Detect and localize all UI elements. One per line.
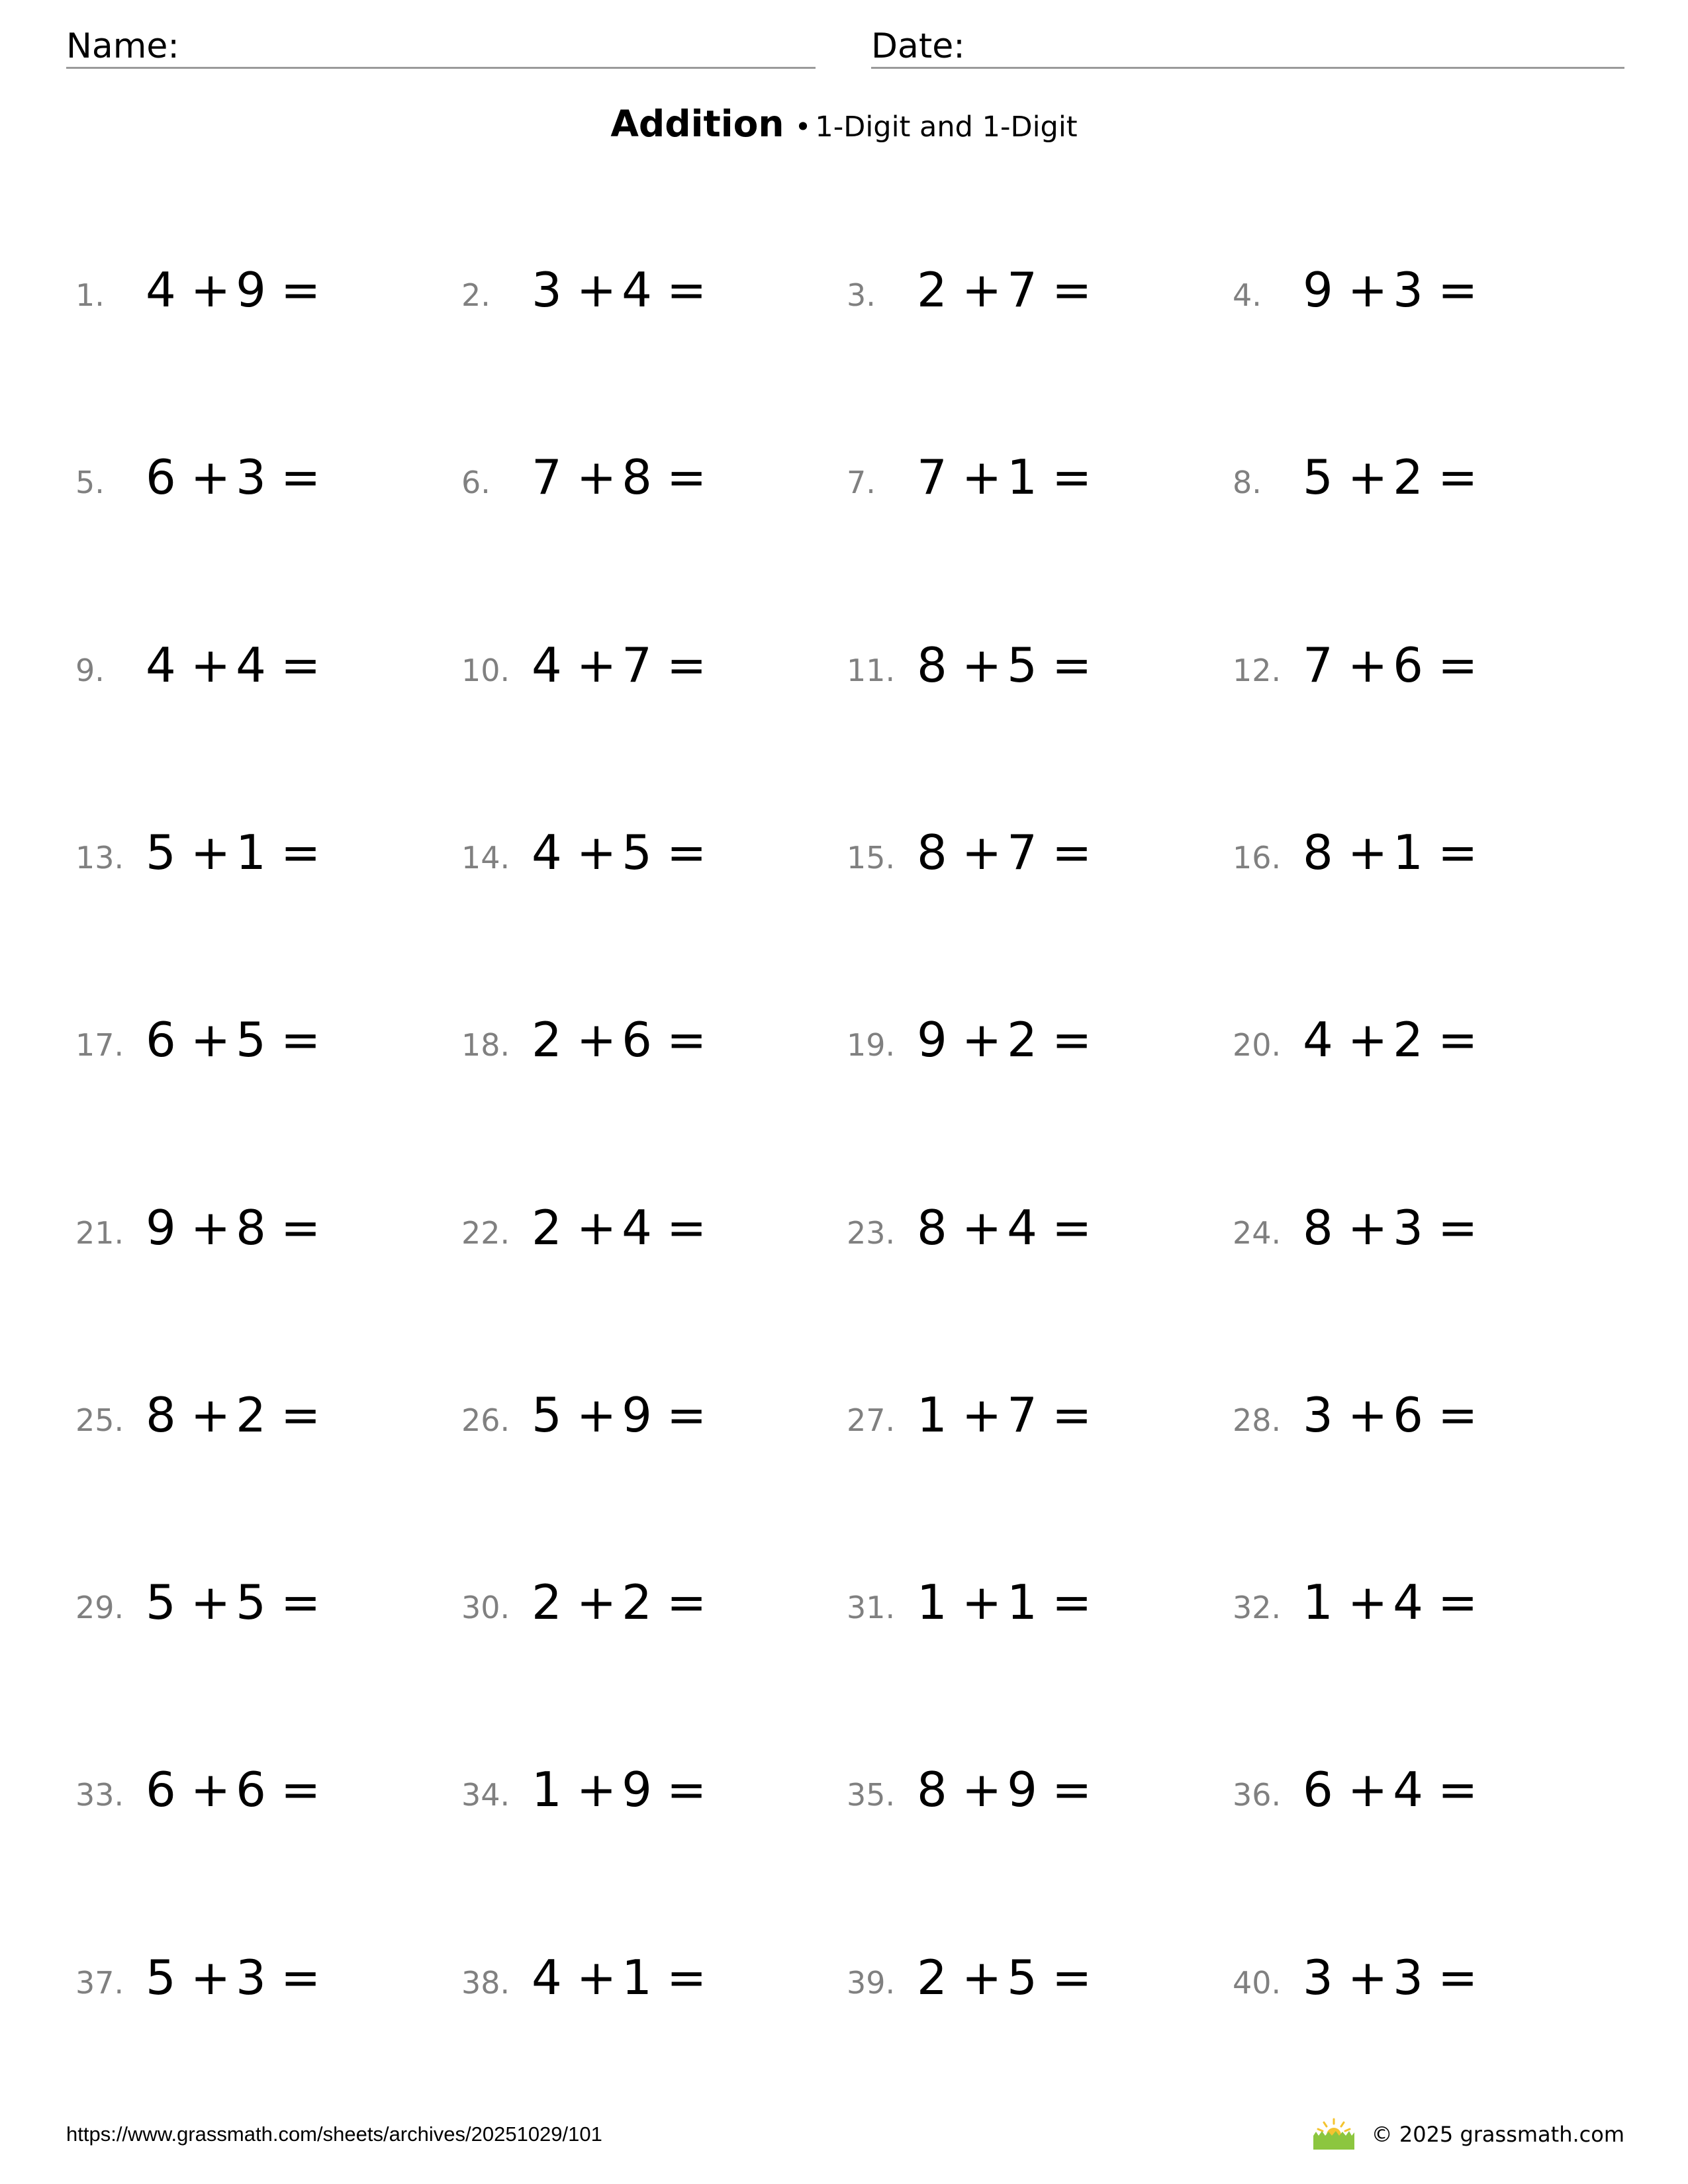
- problem-expression: [146, 826, 320, 879]
- problem-expression: [146, 1576, 320, 1629]
- problem-item: [847, 819, 1217, 892]
- problem-item: [847, 1569, 1217, 1642]
- problem-item: [75, 1382, 446, 1455]
- problem-expression: [1303, 1201, 1477, 1254]
- problem-item: [461, 1756, 832, 1829]
- problem-item: [1233, 1007, 1603, 1079]
- equals-sign: =: [1051, 1762, 1092, 1818]
- problem-number: 3.: [847, 277, 876, 313]
- problem-number: 10.: [461, 652, 510, 688]
- addend-a: 5: [1303, 449, 1333, 506]
- plus-operator: +: [961, 1199, 1002, 1255]
- addend-b: 6: [1393, 637, 1423, 693]
- equals-sign: =: [1437, 1387, 1478, 1443]
- addend-b: 9: [622, 1387, 652, 1443]
- addend-b: 4: [1007, 1199, 1037, 1255]
- plus-operator: +: [1347, 1762, 1388, 1818]
- problem-expression: [146, 1951, 320, 2004]
- problem-expression: [532, 1013, 706, 1066]
- problem-number: 40.: [1233, 1964, 1282, 2001]
- equals-sign: =: [1437, 1199, 1478, 1255]
- problem-expression: [532, 1576, 706, 1629]
- problem-number: 25.: [75, 1402, 124, 1438]
- problem-item: [1233, 1382, 1603, 1455]
- addend-b: 5: [1007, 1949, 1037, 2005]
- plus-operator: +: [961, 1012, 1002, 1068]
- plus-operator: +: [190, 1949, 231, 2005]
- equals-sign: =: [280, 824, 321, 880]
- equals-sign: =: [1051, 1199, 1092, 1255]
- problem-item: [847, 1944, 1217, 2017]
- problem-number: 13.: [75, 839, 124, 876]
- equals-sign: =: [1051, 1949, 1092, 2005]
- addend-a: 5: [146, 1949, 176, 2005]
- problem-item: [461, 1382, 832, 1455]
- problem-item: [847, 1382, 1217, 1455]
- equals-sign: =: [666, 1387, 707, 1443]
- plus-operator: +: [576, 262, 617, 318]
- title-main: Addition: [610, 103, 784, 145]
- problem-item: [461, 1569, 832, 1642]
- problem-number: 1.: [75, 277, 105, 313]
- problem-expression: [1303, 826, 1477, 879]
- problem-item: [1233, 632, 1603, 705]
- problem-expression: [1303, 451, 1477, 504]
- problem-number: 5.: [75, 465, 105, 501]
- problem-expression: [146, 263, 320, 316]
- addend-a: 8: [917, 1199, 947, 1255]
- footer-url: https://www.grassmath.com/sheets/archives/20251029/101: [66, 2122, 602, 2146]
- problem-number: 30.: [461, 1590, 510, 1626]
- addend-b: 5: [1007, 637, 1037, 693]
- problem-expression: [917, 1201, 1092, 1254]
- problem-expression: [917, 826, 1092, 879]
- problem-number: 28.: [1233, 1402, 1282, 1438]
- problem-expression: [917, 1951, 1092, 2004]
- equals-sign: =: [280, 1949, 321, 2005]
- addend-a: 1: [917, 1387, 947, 1443]
- addend-a: 5: [146, 1574, 176, 1631]
- plus-operator: +: [190, 262, 231, 318]
- plus-operator: +: [190, 1762, 231, 1818]
- problem-expression: [1303, 1013, 1477, 1066]
- problem-number: 31.: [847, 1590, 896, 1626]
- problem-number: 14.: [461, 839, 510, 876]
- addend-a: 4: [532, 1949, 562, 2005]
- problem-item: [1233, 444, 1603, 517]
- plus-operator: +: [576, 1949, 617, 2005]
- problem-item: [1233, 1195, 1603, 1267]
- problem-item: [461, 444, 832, 517]
- addend-b: 1: [1007, 449, 1037, 506]
- problem-number: 4.: [1233, 277, 1262, 313]
- addend-a: 5: [532, 1387, 562, 1443]
- equals-sign: =: [280, 262, 321, 318]
- equals-sign: =: [1051, 1387, 1092, 1443]
- equals-sign: =: [666, 637, 707, 693]
- addend-a: 4: [532, 824, 562, 880]
- addend-a: 7: [917, 449, 947, 506]
- addend-b: 7: [1007, 262, 1037, 318]
- problem-number: 19.: [847, 1027, 896, 1064]
- equals-sign: =: [280, 1199, 321, 1255]
- addend-a: 6: [1303, 1762, 1333, 1818]
- problem-expression: [917, 639, 1092, 692]
- equals-sign: =: [280, 1387, 321, 1443]
- plus-operator: +: [961, 1387, 1002, 1443]
- plus-operator: +: [1347, 1574, 1388, 1631]
- problem-number: 23.: [847, 1214, 896, 1251]
- problem-number: 18.: [461, 1027, 510, 1064]
- problem-item: [461, 632, 832, 705]
- addend-b: 5: [236, 1574, 266, 1631]
- addend-a: 2: [532, 1574, 562, 1631]
- addend-b: 3: [236, 449, 266, 506]
- plus-operator: +: [190, 637, 231, 693]
- addend-b: 3: [236, 1949, 266, 2005]
- problem-number: 24.: [1233, 1214, 1282, 1251]
- problem-item: [1233, 819, 1603, 892]
- plus-operator: +: [1347, 1199, 1388, 1255]
- problem-number: 17.: [75, 1027, 124, 1064]
- problem-item: [75, 632, 446, 705]
- addend-b: 1: [622, 1949, 652, 2005]
- plus-operator: +: [1347, 637, 1388, 693]
- plus-operator: +: [1347, 824, 1388, 880]
- problem-number: 16.: [1233, 839, 1282, 876]
- problem-item: [461, 1944, 832, 2017]
- addend-a: 1: [532, 1762, 562, 1818]
- addend-b: 4: [1393, 1762, 1423, 1818]
- problem-expression: [146, 1763, 320, 1816]
- addend-a: 2: [917, 1949, 947, 2005]
- problem-expression: [532, 639, 706, 692]
- addend-a: 3: [532, 262, 562, 318]
- problem-item: [75, 1756, 446, 1829]
- problem-item: [75, 1195, 446, 1267]
- plus-operator: +: [1347, 1387, 1388, 1443]
- equals-sign: =: [1051, 262, 1092, 318]
- problem-number: 32.: [1233, 1590, 1282, 1626]
- equals-sign: =: [666, 1949, 707, 2005]
- problem-expression: [532, 1951, 706, 2004]
- plus-operator: +: [961, 1949, 1002, 2005]
- problem-number: 26.: [461, 1402, 510, 1438]
- addend-b: 6: [236, 1762, 266, 1818]
- plus-operator: +: [576, 1574, 617, 1631]
- addend-a: 9: [146, 1199, 176, 1255]
- plus-operator: +: [190, 1387, 231, 1443]
- problem-item: [1233, 257, 1603, 330]
- addend-b: 7: [1007, 824, 1037, 880]
- problem-expression: [146, 639, 320, 692]
- problem-item: [1233, 1569, 1603, 1642]
- addend-a: 8: [917, 824, 947, 880]
- addend-a: 2: [917, 262, 947, 318]
- addend-a: 3: [1303, 1387, 1333, 1443]
- addend-b: 3: [1393, 1199, 1423, 1255]
- plus-operator: +: [576, 449, 617, 506]
- addend-a: 7: [532, 449, 562, 506]
- addend-b: 5: [236, 1012, 266, 1068]
- problem-expression: [1303, 1388, 1477, 1441]
- plus-operator: +: [576, 1012, 617, 1068]
- plus-operator: +: [576, 824, 617, 880]
- equals-sign: =: [1051, 449, 1092, 506]
- addend-b: 5: [622, 824, 652, 880]
- title-subtitle: 1-Digit and 1-Digit: [815, 111, 1078, 144]
- addend-a: 4: [1303, 1012, 1333, 1068]
- plus-operator: +: [190, 1012, 231, 1068]
- addend-a: 1: [917, 1574, 947, 1631]
- addend-a: 3: [1303, 1949, 1333, 2005]
- addend-a: 9: [917, 1012, 947, 1068]
- addend-b: 9: [1007, 1762, 1037, 1818]
- problem-item: [847, 257, 1217, 330]
- problem-expression: [532, 1201, 706, 1254]
- problem-item: [75, 819, 446, 892]
- addend-b: 8: [622, 449, 652, 506]
- problem-item: [847, 1007, 1217, 1079]
- problem-number: 33.: [75, 1777, 124, 1813]
- problem-expression: [1303, 1763, 1477, 1816]
- problem-expression: [1303, 1951, 1477, 2004]
- problem-item: [75, 444, 446, 517]
- problem-expression: [532, 1388, 706, 1441]
- problem-number: 8.: [1233, 465, 1262, 501]
- addend-a: 4: [146, 637, 176, 693]
- plus-operator: +: [190, 449, 231, 506]
- equals-sign: =: [1437, 1949, 1478, 2005]
- addend-b: 4: [622, 1199, 652, 1255]
- copyright-text: © 2025 grassmath.com: [1371, 2122, 1624, 2147]
- addend-a: 8: [1303, 824, 1333, 880]
- equals-sign: =: [280, 1012, 321, 1068]
- problem-number: 2.: [461, 277, 491, 313]
- addend-b: 2: [236, 1387, 266, 1443]
- plus-operator: +: [576, 637, 617, 693]
- problem-number: 35.: [847, 1777, 896, 1813]
- plus-operator: +: [576, 1199, 617, 1255]
- problem-expression: [146, 1013, 320, 1066]
- problem-expression: [917, 1763, 1092, 1816]
- addend-b: 2: [622, 1574, 652, 1631]
- problem-number: 9.: [75, 652, 105, 688]
- addend-b: 1: [236, 824, 266, 880]
- plus-operator: +: [576, 1762, 617, 1818]
- addend-b: 8: [236, 1199, 266, 1255]
- problem-expression: [917, 1576, 1092, 1629]
- equals-sign: =: [1437, 1574, 1478, 1631]
- sun-over-grass-icon: [1311, 2118, 1357, 2151]
- equals-sign: =: [666, 1762, 707, 1818]
- addend-a: 8: [1303, 1199, 1333, 1255]
- equals-sign: =: [1437, 824, 1478, 880]
- problem-item: [847, 632, 1217, 705]
- equals-sign: =: [1437, 637, 1478, 693]
- problem-expression: [146, 1388, 320, 1441]
- equals-sign: =: [666, 1012, 707, 1068]
- plus-operator: +: [576, 1387, 617, 1443]
- addend-b: 4: [1393, 1574, 1423, 1631]
- name-label: Name:: [66, 26, 179, 66]
- addend-a: 5: [146, 824, 176, 880]
- equals-sign: =: [1051, 824, 1092, 880]
- addend-b: 3: [1393, 262, 1423, 318]
- addend-b: 1: [1393, 824, 1423, 880]
- addend-b: 7: [1007, 1387, 1037, 1443]
- problem-expression: [146, 1201, 320, 1254]
- problem-number: 15.: [847, 839, 896, 876]
- equals-sign: =: [1437, 1012, 1478, 1068]
- addend-a: 8: [917, 637, 947, 693]
- plus-operator: +: [961, 637, 1002, 693]
- problem-expression: [917, 451, 1092, 504]
- problem-number: 38.: [461, 1964, 510, 2001]
- addend-b: 2: [1007, 1012, 1037, 1068]
- problem-item: [75, 1007, 446, 1079]
- problem-number: 7.: [847, 465, 876, 501]
- equals-sign: =: [666, 824, 707, 880]
- equals-sign: =: [280, 449, 321, 506]
- problem-number: 36.: [1233, 1777, 1282, 1813]
- equals-sign: =: [666, 1199, 707, 1255]
- problem-number: 20.: [1233, 1027, 1282, 1064]
- problem-number: 12.: [1233, 652, 1282, 688]
- addend-a: 6: [146, 1012, 176, 1068]
- addend-b: 7: [622, 637, 652, 693]
- addend-b: 1: [1007, 1574, 1037, 1631]
- equals-sign: =: [1051, 1574, 1092, 1631]
- addend-b: 3: [1393, 1949, 1423, 2005]
- plus-operator: +: [961, 449, 1002, 506]
- equals-sign: =: [1051, 1012, 1092, 1068]
- problem-number: 22.: [461, 1214, 510, 1251]
- addend-b: 9: [236, 262, 266, 318]
- plus-operator: +: [190, 1199, 231, 1255]
- plus-operator: +: [961, 1574, 1002, 1631]
- problem-expression: [532, 826, 706, 879]
- addend-b: 2: [1393, 449, 1423, 506]
- equals-sign: =: [666, 262, 707, 318]
- problem-expression: [1303, 1576, 1477, 1629]
- addend-a: 6: [146, 449, 176, 506]
- problem-item: [1233, 1944, 1603, 2017]
- equals-sign: =: [1437, 1762, 1478, 1818]
- plus-operator: +: [1347, 449, 1388, 506]
- problem-expression: [1303, 639, 1477, 692]
- equals-sign: =: [1437, 262, 1478, 318]
- addend-b: 2: [1393, 1012, 1423, 1068]
- equals-sign: =: [280, 637, 321, 693]
- addend-b: 6: [1393, 1387, 1423, 1443]
- plus-operator: +: [190, 1574, 231, 1631]
- problem-item: [75, 1569, 446, 1642]
- problem-expression: [532, 451, 706, 504]
- problem-item: [461, 1007, 832, 1079]
- problem-item: [847, 444, 1217, 517]
- addend-a: 6: [146, 1762, 176, 1818]
- addend-a: 4: [532, 637, 562, 693]
- problem-item: [847, 1195, 1217, 1267]
- problem-expression: [532, 1763, 706, 1816]
- problem-expression: [917, 1388, 1092, 1441]
- equals-sign: =: [666, 449, 707, 506]
- addend-a: 2: [532, 1012, 562, 1068]
- date-label: Date:: [871, 26, 965, 66]
- problem-expression: [146, 451, 320, 504]
- addend-a: 7: [1303, 637, 1333, 693]
- problem-item: [847, 1756, 1217, 1829]
- problem-expression: [917, 263, 1092, 316]
- addend-b: 6: [622, 1012, 652, 1068]
- problem-number: 34.: [461, 1777, 510, 1813]
- addend-a: 8: [917, 1762, 947, 1818]
- equals-sign: =: [280, 1762, 321, 1818]
- problem-item: [75, 257, 446, 330]
- problem-number: 29.: [75, 1590, 124, 1626]
- problem-item: [461, 1195, 832, 1267]
- plus-operator: +: [1347, 1012, 1388, 1068]
- equals-sign: =: [1437, 449, 1478, 506]
- problem-number: 37.: [75, 1964, 124, 2001]
- plus-operator: +: [1347, 1949, 1388, 2005]
- problem-expression: [1303, 263, 1477, 316]
- title-separator: •: [794, 111, 812, 143]
- addend-b: 4: [236, 637, 266, 693]
- problem-expression: [532, 263, 706, 316]
- addend-b: 9: [622, 1762, 652, 1818]
- addend-a: 9: [1303, 262, 1333, 318]
- problem-item: [1233, 1756, 1603, 1829]
- plus-operator: +: [961, 262, 1002, 318]
- plus-operator: +: [190, 824, 231, 880]
- problem-number: 27.: [847, 1402, 896, 1438]
- plus-operator: +: [961, 824, 1002, 880]
- addend-a: 1: [1303, 1574, 1333, 1631]
- equals-sign: =: [1051, 637, 1092, 693]
- problem-item: [461, 819, 832, 892]
- problem-item: [461, 257, 832, 330]
- problem-expression: [917, 1013, 1092, 1066]
- plus-operator: +: [1347, 262, 1388, 318]
- equals-sign: =: [280, 1574, 321, 1631]
- addend-a: 4: [146, 262, 176, 318]
- footer-credit: [1311, 2111, 1624, 2158]
- addend-b: 4: [622, 262, 652, 318]
- equals-sign: =: [666, 1574, 707, 1631]
- addend-a: 8: [146, 1387, 176, 1443]
- problem-number: 21.: [75, 1214, 124, 1251]
- problem-number: 11.: [847, 652, 896, 688]
- problem-number: 39.: [847, 1964, 896, 2001]
- addend-a: 2: [532, 1199, 562, 1255]
- problem-item: [75, 1944, 446, 2017]
- problem-number: 6.: [461, 465, 491, 501]
- plus-operator: +: [961, 1762, 1002, 1818]
